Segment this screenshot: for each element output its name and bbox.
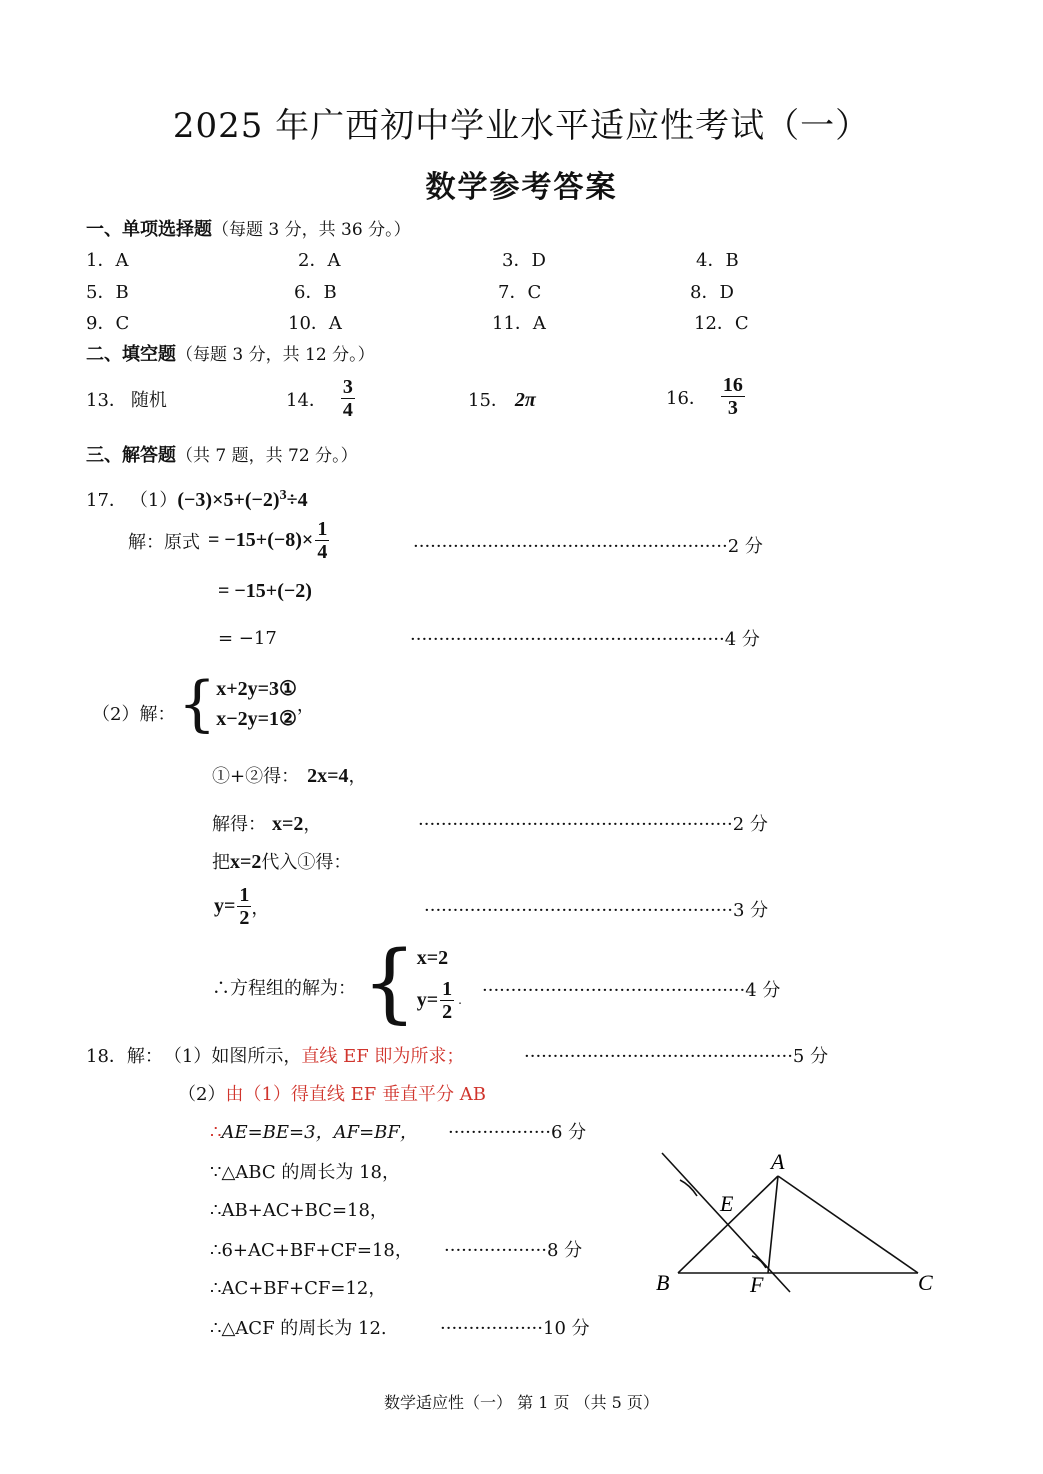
question-number: 13． xyxy=(86,390,127,411)
step-text: 解得： xyxy=(212,814,266,835)
left-brace: { xyxy=(178,669,217,739)
equation-system xyxy=(178,669,315,739)
q17-part1-statement xyxy=(86,486,308,512)
step-text: 代入①得： xyxy=(261,852,352,873)
answer-9: 9．C xyxy=(86,313,130,334)
score-leader xyxy=(524,1042,828,1068)
solution-label: 解：原式 xyxy=(128,531,200,553)
dotted-leader: ······················································· xyxy=(410,629,725,650)
solution-x: x=2 xyxy=(416,946,449,969)
dotted-leader: ·················· xyxy=(444,1240,547,1261)
exponent: 3 xyxy=(279,488,287,503)
left-brace: { xyxy=(362,933,417,1033)
dotted-leader: ··············································· xyxy=(524,1046,793,1067)
numerator: 3 xyxy=(342,376,353,398)
q18-part1 xyxy=(86,1042,464,1068)
score-leader xyxy=(448,1118,586,1144)
step-text: （1）如图所示， xyxy=(172,1046,302,1067)
fraction xyxy=(315,518,329,563)
score: 5 分 xyxy=(792,1046,829,1067)
answer-15 xyxy=(468,386,536,412)
question-number: 18．解： xyxy=(86,1046,163,1067)
dotted-leader: ·············································· xyxy=(482,980,746,1001)
answer-5: 5．B xyxy=(86,282,129,303)
numerator: 1 xyxy=(317,518,328,540)
q18-line5: ∴AC+BF+CF=12， xyxy=(210,1278,387,1299)
answer-12: 12．C xyxy=(694,313,749,334)
section-heading-solve xyxy=(86,441,358,467)
score: 2 分 xyxy=(732,814,768,835)
score-leader xyxy=(413,532,763,558)
math: 2x=4 xyxy=(307,765,349,787)
question-number: 17． xyxy=(86,490,127,511)
denominator: 4 xyxy=(317,541,328,563)
q18-line6: ∴△ACF 的周长为 12. xyxy=(210,1318,387,1339)
dotted-leader: ······················································ xyxy=(424,900,733,921)
question-number: 16． xyxy=(666,387,707,409)
step-text: 把 xyxy=(212,852,230,873)
q18-line3: ∴AB+AC+BC=18， xyxy=(210,1200,388,1221)
math-step: = −15+(−8)× xyxy=(208,529,314,551)
section-note: （共 7 题，共 72 分。） xyxy=(176,446,358,466)
part-label: （2） xyxy=(178,1084,226,1105)
dotted-leader: ·················· xyxy=(440,1318,543,1339)
label-f: F xyxy=(750,1272,764,1297)
label-c: C xyxy=(918,1270,933,1295)
punct: ， xyxy=(348,766,367,787)
denominator: 2 xyxy=(442,1000,453,1023)
dotted-leader: ·················· xyxy=(448,1122,551,1143)
answer-3: 3．D xyxy=(502,250,546,271)
q18-line4: ∴6+AC+BF+CF=18， xyxy=(210,1240,413,1261)
q17-solved-y xyxy=(214,884,269,929)
answer-4: 4．B xyxy=(696,250,739,271)
fraction xyxy=(721,374,745,419)
label-b: B xyxy=(656,1270,670,1295)
answer-6: 6．B xyxy=(294,282,337,303)
answer-2: 2．A xyxy=(298,250,341,271)
math: x=2 xyxy=(230,851,262,873)
punct: . xyxy=(458,993,462,1007)
page-footer: 数学适应性（一） 第 1 页 （共 5 页） xyxy=(384,1393,659,1412)
denominator: 3 xyxy=(727,397,738,419)
highlight-text: 直线 EF 即为所求； xyxy=(301,1046,465,1067)
numerator: 1 xyxy=(442,977,453,1000)
question-number: 15． xyxy=(468,390,509,411)
expression: (−3)×5+(−2) xyxy=(177,489,280,511)
equation-1: x+2y=3① xyxy=(216,678,297,700)
side-ac xyxy=(778,1176,918,1273)
section-note: （每题 3 分，共 12 分。） xyxy=(176,345,375,365)
q18-line2: ∵△ABC 的周长为 18， xyxy=(210,1162,400,1183)
math: x=2 xyxy=(272,813,304,835)
triangle-figure xyxy=(640,1140,950,1310)
denominator: 2 xyxy=(239,907,250,929)
label-e: E xyxy=(720,1191,734,1216)
expression-tail: ÷4 xyxy=(286,489,308,511)
answer-text: 随机 xyxy=(130,390,167,411)
answer-1: 1．A xyxy=(86,250,129,271)
q17-substitute xyxy=(212,848,351,874)
dotted-leader: ······················································· xyxy=(413,536,728,557)
section-heading-choice xyxy=(86,215,411,241)
q18-part2-intro xyxy=(178,1080,486,1106)
numerator: 1 xyxy=(239,884,250,906)
score: 6 分 xyxy=(551,1122,587,1143)
score: 2 分 xyxy=(727,536,763,557)
page-title: 2025 年广西初中学业水平适应性考试（一） xyxy=(172,106,871,146)
score-leader xyxy=(418,810,768,836)
section-note: （每题 3 分，共 36 分。） xyxy=(212,220,411,240)
q17-solved-x xyxy=(212,810,321,836)
dotted-leader: ······················································· xyxy=(418,814,733,835)
score-leader xyxy=(440,1314,590,1340)
q17-add-step xyxy=(212,762,367,788)
solution-y xyxy=(417,978,462,1023)
numerator: 16 xyxy=(722,374,743,396)
section-title: 二、填空题 xyxy=(86,344,176,365)
q17-part2-label: （2）解： xyxy=(92,704,176,725)
answer-7: 7．C xyxy=(498,282,542,303)
score-leader xyxy=(424,896,768,922)
fraction xyxy=(440,978,454,1023)
therefore-symbol: ∴ xyxy=(210,1122,222,1143)
q17-step2: = −15+(−2) xyxy=(218,580,312,602)
answer-11: 11．A xyxy=(492,313,546,334)
comma: ， xyxy=(296,695,315,716)
answer-13 xyxy=(86,386,167,412)
q17-system-label: ∴方程组的解为： xyxy=(212,978,356,999)
step-text: AE=BE=3，AF=BF， xyxy=(221,1122,418,1143)
math: y= xyxy=(214,895,236,917)
answer-8: 8．D xyxy=(690,282,734,303)
section-heading-fill xyxy=(86,340,375,366)
page-subtitle: 数学参考答案 xyxy=(425,170,618,205)
section-title: 一、单项选择题 xyxy=(86,219,212,240)
part-label: （1） xyxy=(138,490,178,511)
segment-af xyxy=(768,1176,778,1273)
step-text: ①+②得： xyxy=(212,766,300,787)
score-leader xyxy=(410,625,760,651)
score-leader xyxy=(444,1236,582,1262)
question-number: 14． xyxy=(286,389,327,411)
fraction xyxy=(341,376,355,421)
score: 8 分 xyxy=(547,1240,583,1261)
q18-line1 xyxy=(210,1118,418,1144)
answer-16 xyxy=(666,374,745,419)
score: 3 分 xyxy=(732,900,769,921)
score: 4 分 xyxy=(724,629,760,650)
section-title: 三、解答题 xyxy=(86,445,176,466)
answer-math: 2π xyxy=(514,389,536,411)
q17-step1 xyxy=(128,518,329,563)
equation-2: x−2y=1② xyxy=(216,708,297,730)
punct: ， xyxy=(303,814,322,835)
answer-10: 10．A xyxy=(288,313,342,334)
score: 4 分 xyxy=(745,980,781,1001)
highlight-text: 由（1）得直线 EF 垂直平分 AB xyxy=(225,1084,486,1105)
fraction xyxy=(237,884,251,929)
score: 10 分 xyxy=(543,1318,590,1339)
denominator: 4 xyxy=(342,399,353,421)
q17-step3: = −17 xyxy=(218,628,277,649)
solution-system xyxy=(362,933,462,1033)
score-leader xyxy=(482,976,780,1002)
math: y= xyxy=(416,989,439,1011)
punct: ， xyxy=(251,897,270,919)
answer-14 xyxy=(286,376,355,421)
label-a: A xyxy=(771,1149,785,1174)
